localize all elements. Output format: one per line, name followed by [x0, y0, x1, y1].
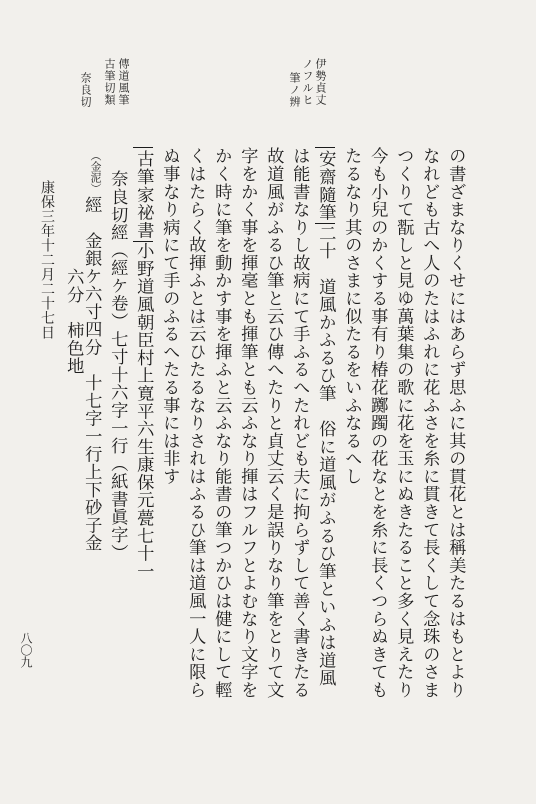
text-line-1: の書ざまなりくせにはあらず思ふに其の貫花とは稱美たるはもとより: [445, 147, 466, 699]
text-line-9: 字をかく事を揮毫とも揮筆とも云ふなり揮はフルフとよむなり文字を: [237, 147, 258, 699]
text-line-5: たるなり其のさまに似たるをいふなるへし: [341, 147, 362, 486]
text-line-15a: 經 金銀ケ六寸四分 十七字一行上下砂子金: [81, 196, 102, 552]
header-category-c: 奈良切: [79, 72, 92, 108]
text-line-14: 奈良切經（經ケ卷）七寸十六字一行（紙書眞字）: [107, 170, 128, 562]
header-subject-a: ノフルヒ: [301, 58, 314, 106]
header-category-b: 古筆切類: [103, 58, 116, 106]
text-line-15b: 六分 柿色地: [63, 268, 84, 375]
header-category-a: 傳道風筆: [117, 58, 130, 106]
text-line-11: くはたらく故揮ふとは云ひたるなりされはふるひ筆は道風一人に限ら: [185, 147, 206, 699]
text-line-6: [315, 147, 336, 687]
source-title-anzai: 安齋隨筆: [315, 147, 335, 224]
text-line-10: かく時に筆を動かす事を揮ふと云ふなり能書の筆つかひは健にして輕: [211, 147, 232, 699]
text-line-3: つくりて翫しと見ゆ萬葉集の歌に花を玉にぬきたること多く見えたり: [393, 147, 414, 699]
text-line-13: [133, 147, 154, 580]
source-title-kohitsu: 古筆家祕書: [133, 147, 153, 242]
page-number: 八〇九: [19, 632, 33, 668]
header-author: 伊勢貞丈: [314, 58, 327, 106]
text-note-kindei: （金泥）: [89, 150, 102, 194]
text-line-7: は能書なりし故病にて手ふるへたれども夫に拘らずして善く書きたる: [289, 147, 310, 699]
header-subject-b: 筆ノ辨: [288, 72, 301, 108]
date-line: 康保三年十二月二十七日: [39, 180, 55, 340]
text-line-13-body: 小野道風朝臣村上寛平六生康保元甍七十一: [133, 241, 154, 580]
text-line-8: 故道風がふるひ筆と云ひ傳へたりと貞丈云く是誤りなり筆をとりて文: [263, 147, 284, 699]
text-line-2: なれども古へ人のたはふれに花ふさを糸に貫きて長くして念珠のさま: [419, 147, 440, 699]
text-line-4: 今も小兒のかくする事有り椿花躑躅の花なとを糸に長くつらぬきても: [367, 147, 388, 699]
text-line-6-body: 二十 道風かふるひ筆 俗に道風がふるひ筆といふは道風: [315, 224, 336, 687]
text-line-12: ぬ事なり病にて手のふるへたる事には非す: [159, 147, 180, 486]
